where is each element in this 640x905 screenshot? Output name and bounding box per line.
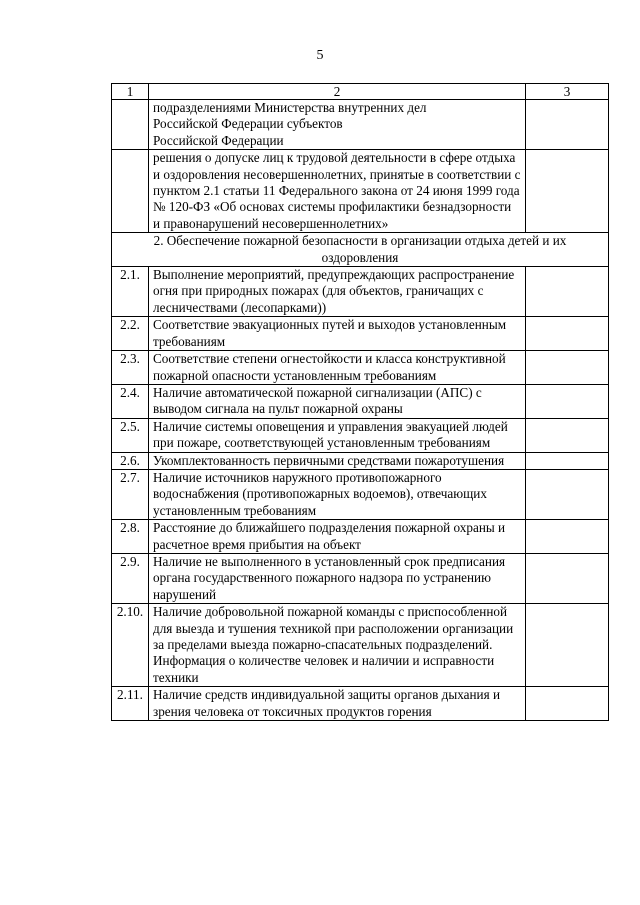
item-number: 2.2. [112,317,149,351]
header-row [112,84,609,100]
continuation-row [112,100,609,150]
header-col-2: 2 [149,84,526,100]
table-body [112,84,609,721]
item-text: Выполнение мероприятий, предупреждающих распространение огня при природных пожарах (для объектов, граничащих с лесничествами (лесопарками)) [149,267,526,317]
table-row [112,351,609,385]
item-number: 2.6. [112,452,149,469]
item-number: 2.5. [112,418,149,452]
item-value [526,351,609,385]
item-number: 2.11. [112,687,149,721]
item-value [526,553,609,603]
item-text: Наличие автоматической пожарной сигнализации (АПС) с выводом сигнала на пульт пожарной охраны [149,384,526,418]
row-text: решения о допуске лиц к трудовой деятельности в сфере отдыха и оздоровления несовершеннолетних, принятые в соответствии с пунктом 2.1 статьи 11 Федерального закона от 24 июня 1999 года № 120-ФЗ «Об основах системы профилактики безнадзорности и правонарушений несовершеннолетних» [149,150,526,233]
item-number: 2.8. [112,520,149,554]
table-row [112,604,609,687]
item-value [526,267,609,317]
table-row [112,452,609,469]
row-value [526,150,609,233]
item-text: Соответствие эвакуационных путей и выходов установленным требованиям [149,317,526,351]
item-number: 2.3. [112,351,149,385]
section-heading: 2. Обеспечение пожарной безопасности в организации отдыха детей и их оздоровления [112,233,609,267]
item-text: Наличие источников наружного противопожарного водоснабжения (противопожарных водоемов), отвечающих установленным требованиям [149,469,526,519]
table-row [112,267,609,317]
row-number [112,150,149,233]
table-row [112,469,609,519]
page-number: 5 [316,48,324,63]
header-col-3: 3 [526,84,609,100]
row-value [526,100,609,150]
row-number [112,100,149,150]
item-text: Наличие добровольной пожарной команды с приспособленной для выезда и тушения техникой при расположении организации за пределами выезда пожарно-спасательных подразделений. Информация о количестве человек и наличии и исправности техники [149,604,526,687]
item-value [526,604,609,687]
item-value [526,384,609,418]
item-number: 2.4. [112,384,149,418]
item-value [526,317,609,351]
row-text: подразделениями Министерства внутренних дел Российской Федерации субъектов Российской Федерации [149,100,526,150]
table-row [112,418,609,452]
checklist-table [111,83,609,721]
table-row [112,687,609,721]
item-text: Наличие системы оповещения и управления эвакуацией людей при пожаре, соответствующей установленным требованиям [149,418,526,452]
item-text: Расстояние до ближайшего подразделения пожарной охраны и расчетное время прибытия на объект [149,520,526,554]
item-number: 2.10. [112,604,149,687]
item-value [526,520,609,554]
item-text: Наличие средств индивидуальной защиты органов дыхания и зрения человека от токсичных продуктов горения [149,687,526,721]
table-row [112,317,609,351]
item-text: Укомплектованность первичными средствами пожаротушения [149,452,526,469]
header-col-1: 1 [112,84,149,100]
section-row [112,233,609,267]
item-value [526,452,609,469]
item-value [526,469,609,519]
item-text: Наличие не выполненного в установленный срок предписания органа государственного пожарного надзора по устранению нарушений [149,553,526,603]
item-value [526,687,609,721]
table-row [112,553,609,603]
item-number: 2.1. [112,267,149,317]
item-number: 2.9. [112,553,149,603]
continuation-row [112,150,609,233]
table-row [112,384,609,418]
item-number: 2.7. [112,469,149,519]
item-text: Соответствие степени огнестойкости и класса конструктивной пожарной опасности установленным требованиям [149,351,526,385]
item-value [526,418,609,452]
table-row [112,520,609,554]
